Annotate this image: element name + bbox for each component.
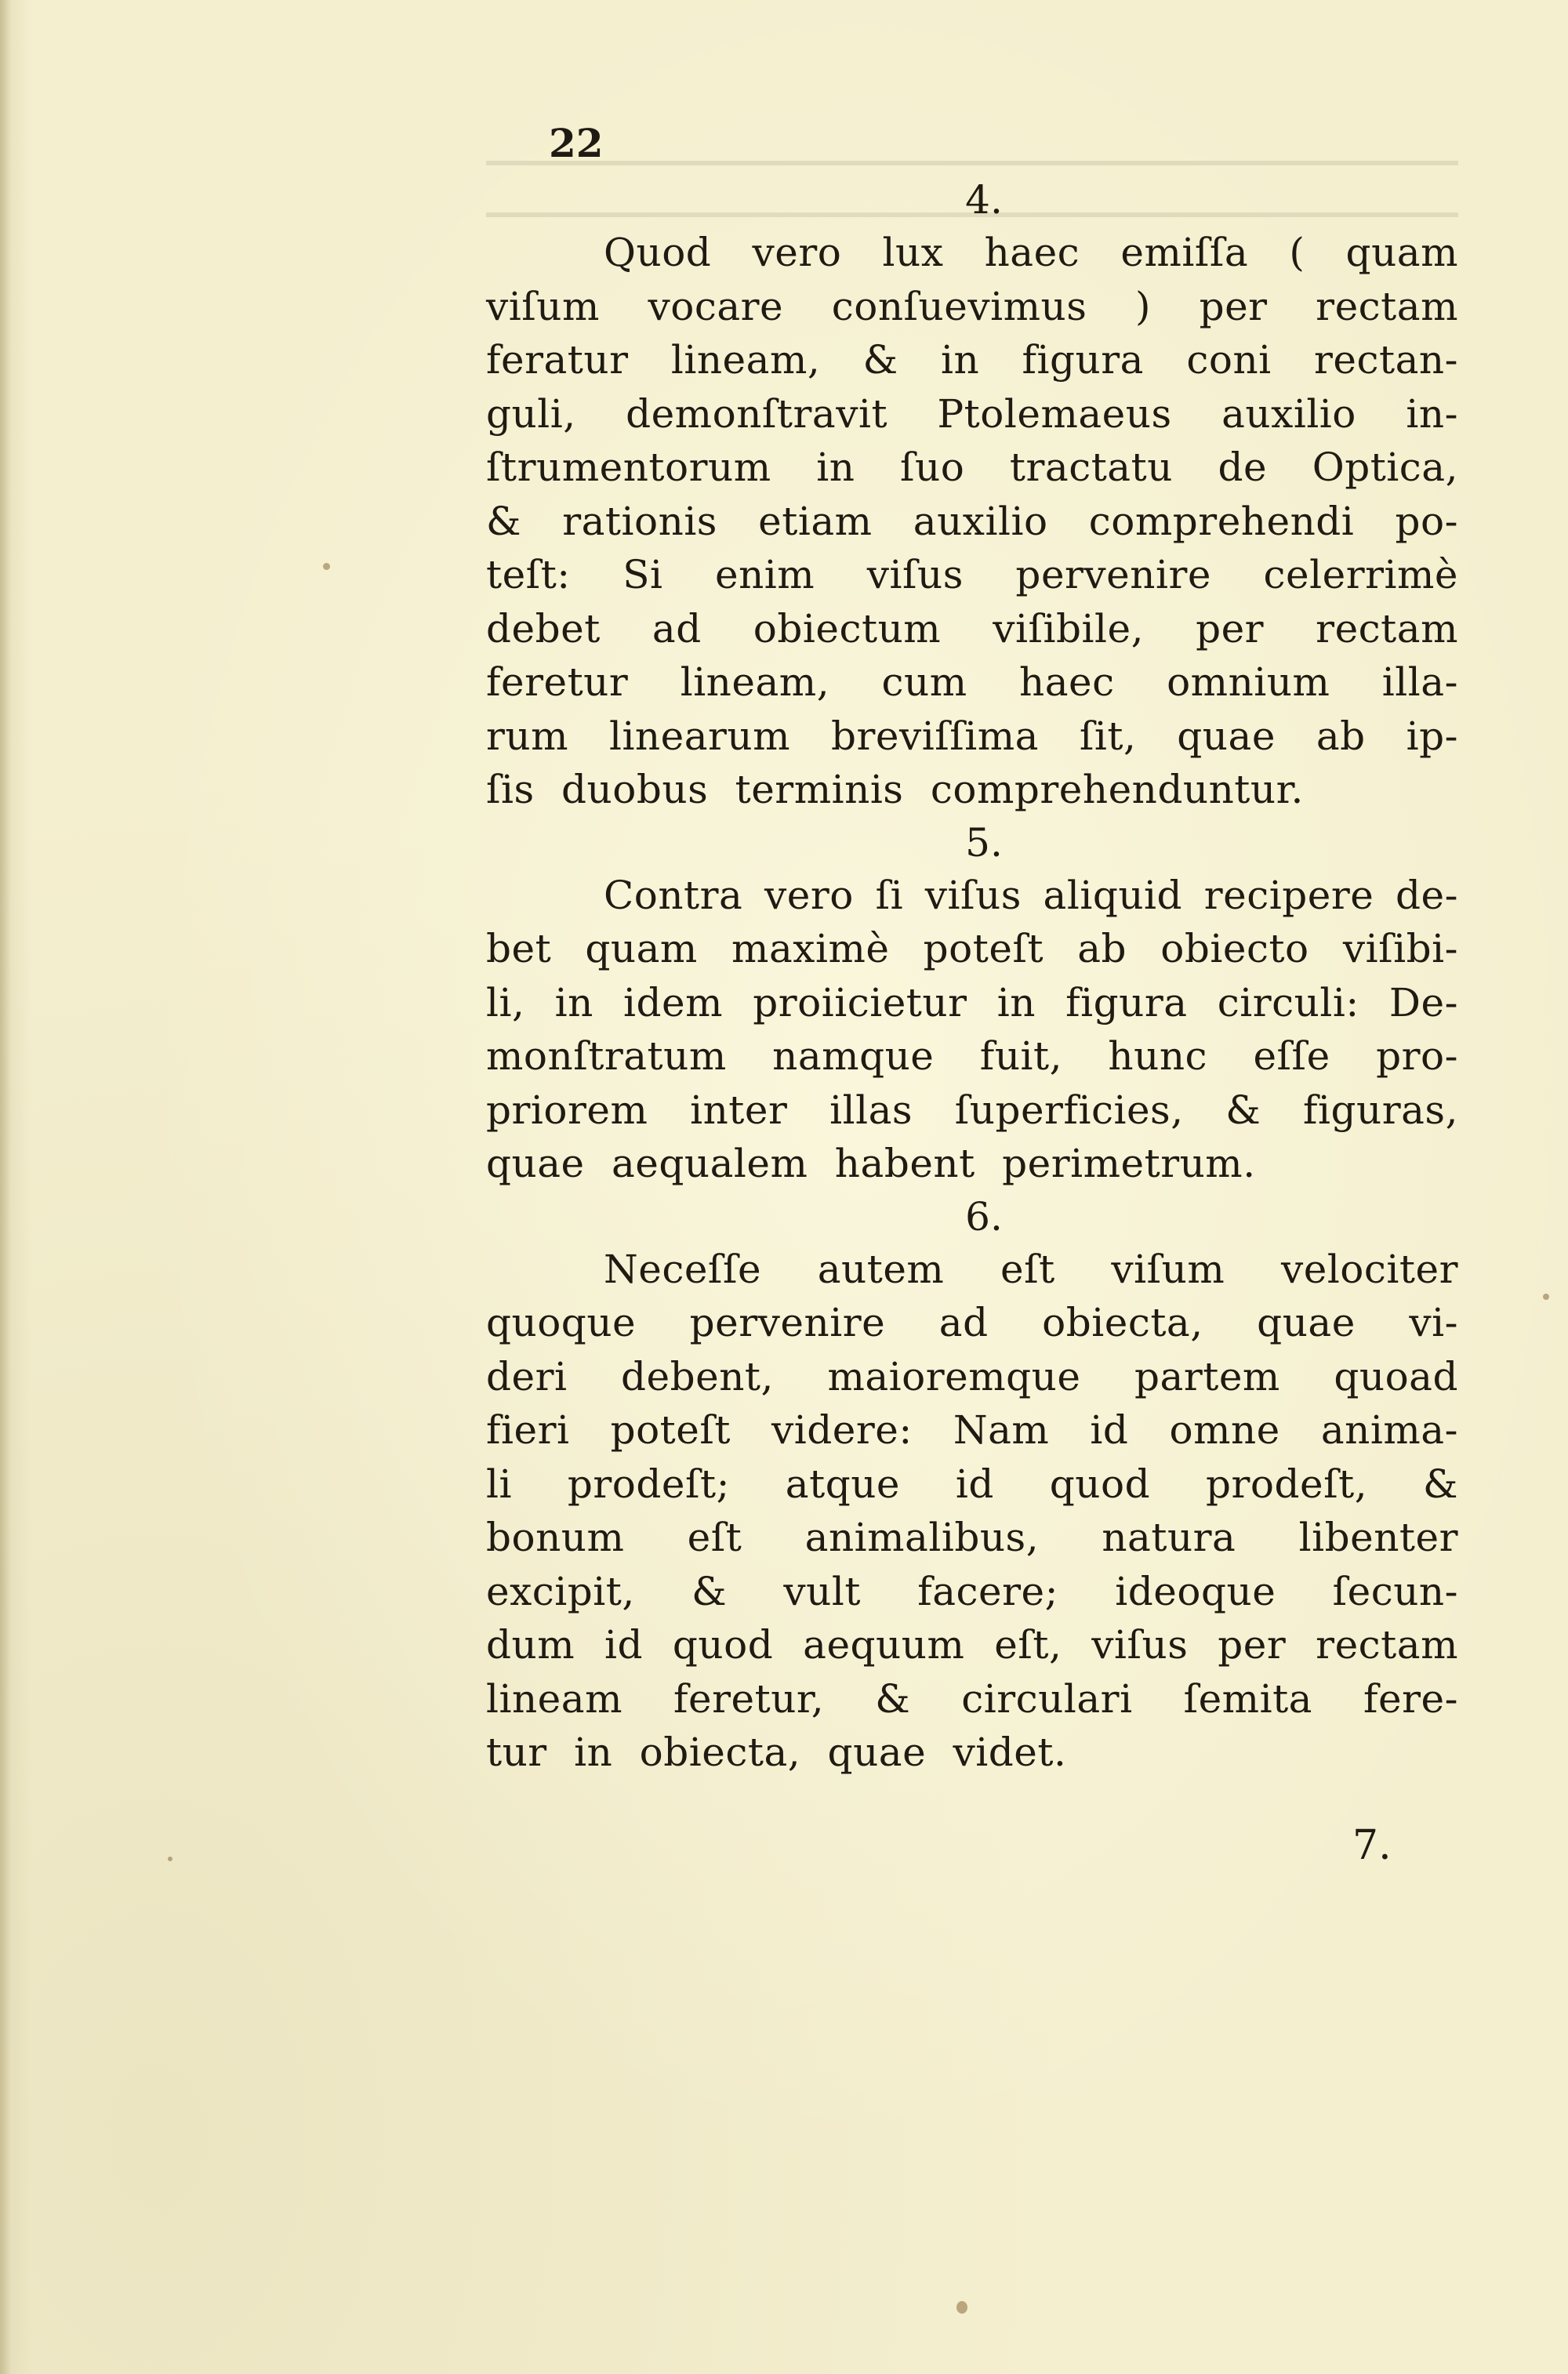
text-line: feratur lineam, & in figura coni rectan-	[486, 337, 1458, 383]
text-line: rum linearum breviſſima ſit, quae ab ip-	[486, 713, 1458, 759]
text-line: feretur lineam, cum haec omnium illa-	[486, 659, 1458, 705]
text-line: guli, demonſtravit Ptolemaeus auxilio in-	[486, 390, 1458, 437]
section-number: 4.	[965, 177, 1003, 223]
text-line: dum id quod aequum eſt, viſus per rectam	[486, 1622, 1458, 1668]
text-line: Quod vero lux haec emiſſa ( quam	[604, 230, 1458, 275]
text-line: quoque pervenire ad obiecta, quae vi-	[486, 1300, 1458, 1345]
text-block	[486, 174, 1458, 1780]
text-line: priorem inter illas ſuperficies, & figuras,	[486, 1087, 1458, 1133]
text-line: quae aequalem habent perimetrum.	[486, 1141, 1256, 1186]
text-line: teſt: Si enim viſus pervenire celerrimè	[486, 552, 1458, 597]
text-line: Contra vero ſi viſus aliquid recipere de-	[604, 872, 1458, 918]
foxing-spot	[956, 2301, 967, 2314]
foxing-spot	[323, 563, 330, 570]
text-line: Neceſſe autem eſt viſum velociter	[604, 1246, 1458, 1292]
text-line: deri debent, maioremque partem quoad	[486, 1353, 1458, 1399]
text-line: viſum vocare conſuevimus ) per rectam	[486, 283, 1458, 329]
page-number: 22	[549, 120, 604, 166]
page-gutter-shadow	[0, 0, 11, 2374]
catchword: 7.	[1352, 1822, 1392, 1869]
text-line: fieri poteſt videre: Nam id omne anima-	[486, 1407, 1458, 1453]
text-line: lineam feretur, & circulari ſemita fere-	[486, 1675, 1458, 1722]
text-line: bet quam maximè poteſt ab obiecto viſibi-	[486, 926, 1458, 971]
text-line: ſis duobus terminis comprehenduntur.	[486, 767, 1304, 812]
text-line: monſtratum namque fuit, hunc eſſe pro-	[486, 1033, 1458, 1079]
section-4	[486, 174, 1458, 817]
text-line: & rationis etiam auxilio comprehendi po-	[486, 498, 1458, 544]
section-number: 6.	[965, 1193, 1003, 1240]
text-line: tur in obiecta, quae videt.	[486, 1730, 1067, 1775]
text-line: ſtrumentorum in ſuo tractatu de Optica,	[486, 445, 1458, 490]
text-line: excipit, & vult facere; ideoque ſecun-	[486, 1568, 1458, 1614]
section-number: 5.	[965, 819, 1003, 866]
text-line: li, in idem proiicietur in figura circuli: De-	[486, 979, 1458, 1025]
text-line: li prodeſt; atque id quod prodeſt, &	[486, 1461, 1458, 1507]
foxing-spot	[1543, 1294, 1549, 1300]
section-5	[486, 817, 1458, 1191]
foxing-spot	[168, 1857, 172, 1861]
text-line: debet ad obiectum viſibile, per rectam	[486, 605, 1458, 652]
section-6	[486, 1191, 1458, 1780]
text-line: bonum eſt animalibus, natura libenter	[486, 1515, 1458, 1560]
